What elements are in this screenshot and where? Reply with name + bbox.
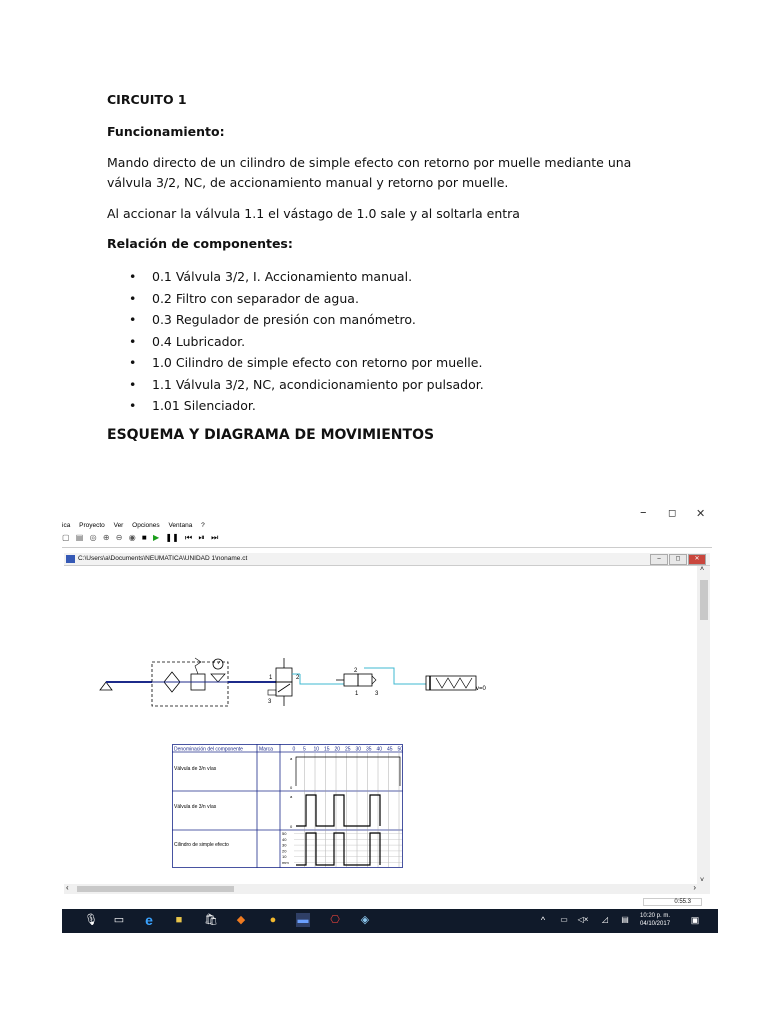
level-label: 40 [282, 836, 287, 842]
scroll-left-icon[interactable]: ‹ [66, 883, 69, 892]
chrome-icon[interactable]: ● [269, 914, 277, 926]
close-button[interactable]: ✕ [696, 507, 706, 520]
svg-text:0: 0 [290, 785, 293, 790]
child-window-title [64, 553, 710, 566]
horizontal-scroll-thumb[interactable] [77, 886, 234, 892]
clock-date: 04/10/2017 [640, 921, 671, 927]
svg-text:Denominación del componente: Denominación del componente [174, 746, 243, 753]
taskbar [62, 909, 718, 933]
play-icon[interactable]: ▶ [152, 533, 160, 542]
microphone-icon[interactable]: 🎙 [84, 914, 98, 926]
zoom-fit-icon[interactable]: ◉ [128, 533, 136, 542]
bullet-icon: • [129, 333, 137, 349]
menu-item-ventana[interactable]: Ventana [168, 522, 193, 529]
circuit-canvas[interactable] [64, 566, 696, 884]
zoom-icon[interactable]: ◎ [89, 533, 97, 542]
tick-label: 25 [345, 746, 351, 753]
list-item: • 1.1 Válvula 3/2, NC, acondicionamiento por pulsador. [129, 376, 484, 392]
paragraph-1-line-2: válvula 3/2, NC, de accionamiento manual y retorno por muelle. [107, 175, 509, 190]
status-bar [64, 896, 710, 907]
list-item: • 0.1 Válvula 3/2, I. Accionamiento manual. [129, 269, 413, 284]
svg-text:2: 2 [296, 675, 300, 681]
tick-label: 15 [324, 746, 330, 753]
zoom-out-icon[interactable]: ⊖ [115, 533, 123, 542]
bullet-icon: • [129, 355, 137, 370]
minimize-button[interactable]: – [640, 505, 647, 520]
level-label: 50 [282, 831, 287, 836]
fluidsim-icon[interactable]: ▬ [297, 914, 309, 926]
paragraph-2: Al accionar la válvula 1.1 el vástago de 1.0 sale y al soltarla entra [107, 206, 520, 221]
level-label: 10 [282, 854, 287, 860]
tick-label: 30 [355, 746, 362, 753]
svg-text:2: 2 [354, 668, 358, 674]
svg-text:3: 3 [268, 699, 272, 705]
battery-icon[interactable]: ▭ [560, 915, 568, 924]
bullet-icon: • [129, 269, 137, 284]
maximize-button[interactable]: ◻ [668, 508, 677, 519]
forward-icon[interactable]: ⏭ [211, 533, 219, 542]
chevron-up-icon[interactable]: ^ [540, 915, 546, 925]
stop-icon[interactable]: ■ [141, 533, 147, 542]
tick-label: 10 [313, 746, 320, 753]
svg-text:Marca: Marca [259, 746, 273, 753]
keyboard-icon[interactable]: ▤ [621, 915, 629, 924]
pause-icon[interactable]: ❚❚ [165, 533, 179, 542]
bullet-icon: • [129, 376, 137, 392]
file-path: C:\Users\a\Documents\NEUMATICA\UNIDAD 1\noname.ct [78, 555, 248, 562]
scroll-up-icon[interactable]: ˄ [700, 566, 705, 573]
svg-text:1: 1 [355, 691, 359, 697]
svg-text:v=0: v=0 [476, 686, 486, 692]
level-label: 30 [282, 842, 287, 848]
child-minimize-button[interactable]: – [650, 554, 668, 565]
menu-item-help[interactable]: ? [201, 522, 205, 529]
edge-icon[interactable]: e [145, 912, 153, 928]
step-icon[interactable]: ⏯ [198, 533, 205, 542]
clock-time: 10:20 p. m. [640, 913, 671, 919]
document-heading: CIRCUITO 1 [107, 92, 187, 107]
bullet-icon: • [129, 290, 137, 306]
bullet-icon: • [129, 398, 137, 413]
svg-text:3: 3 [375, 691, 379, 697]
vertical-scroll-thumb[interactable] [700, 580, 708, 620]
print-icon[interactable]: ▤ [75, 533, 84, 542]
list-item: • 0.4 Lubricador. [129, 333, 246, 349]
paragraph-1 [107, 153, 667, 193]
components-list [107, 268, 484, 419]
list-item: • 1.0 Cilindro de simple efecto con retorno por muelle. [129, 355, 483, 370]
child-restore-button[interactable]: ◻ [669, 554, 687, 565]
app-icon [66, 555, 75, 563]
tick-label: 5 [303, 746, 306, 753]
tick-label: 40 [376, 746, 383, 753]
menu-item-opciones[interactable]: Opciones [132, 522, 160, 529]
svg-text:Válvula de 3/n vías: Válvula de 3/n vías [174, 804, 217, 810]
list-item: • 1.01 Silenciador. [129, 398, 256, 413]
menu-item-proyecto[interactable]: Proyecto [79, 522, 105, 529]
pdf-icon[interactable]: ⎔ [330, 914, 340, 926]
svg-text:Válvula de 3/n vías: Válvula de 3/n vías [174, 766, 217, 772]
menu-item-ica[interactable]: ica [62, 522, 71, 529]
funcionamiento-label: Funcionamiento: [107, 124, 225, 139]
tick-label: 20 [334, 746, 341, 753]
list-item: • 0.3 Regulador de presión con manómetro. [129, 312, 416, 327]
movement-diagram [172, 744, 404, 868]
status-time: 0:55.3 [643, 898, 702, 906]
menu-item-ver[interactable]: Ver [113, 522, 124, 529]
wifi-icon[interactable]: ◿ [601, 915, 609, 924]
relacion-label: Relación de componentes: [107, 236, 293, 251]
rewind-icon[interactable]: ⏮ [185, 533, 193, 542]
app-cube-icon[interactable]: ◈ [360, 914, 370, 926]
open-icon[interactable]: ▢ [62, 533, 70, 542]
list-item: • 0.2 Filtro con separador de agua. [129, 290, 359, 306]
volume-icon[interactable]: ◁× [577, 915, 589, 924]
svg-text:a: a [290, 756, 293, 761]
tick-label: 50 [397, 746, 404, 753]
child-close-button[interactable]: ✕ [688, 554, 706, 565]
level-label: 20 [282, 848, 287, 854]
svg-text:1: 1 [269, 675, 273, 681]
app-icon-orange[interactable]: ◆ [236, 914, 246, 926]
svg-text:Cilindro de simple efecto: Cilindro de simple efecto [174, 842, 229, 848]
paragraph-1-line-1: Mando directo de un cilindro de simple efecto con retorno por muelle mediante una [107, 155, 632, 170]
taskbar-clock[interactable] [640, 912, 670, 928]
scroll-down-icon[interactable]: ˅ [700, 877, 705, 884]
svg-text:a: a [290, 794, 293, 799]
tick-label: 0 [292, 746, 296, 753]
svg-text:0: 0 [290, 824, 293, 829]
scroll-right-icon[interactable]: › [693, 883, 696, 892]
toolbar [62, 533, 712, 548]
esquema-heading: ESQUEMA Y DIAGRAMA DE MOVIMIENTOS [107, 427, 435, 443]
file-explorer-icon[interactable]: ■ [175, 914, 183, 926]
notification-icon[interactable]: ▣ [690, 915, 700, 925]
menu-bar [62, 522, 712, 533]
task-view-icon[interactable]: ▭ [113, 914, 125, 926]
bullet-icon: • [129, 312, 137, 327]
store-icon[interactable]: 🛍 [204, 914, 218, 926]
level-label: mm [282, 860, 289, 865]
tick-label: 35 [366, 746, 372, 753]
tick-label: 45 [387, 746, 393, 753]
zoom-in-icon[interactable]: ⊕ [102, 533, 110, 542]
